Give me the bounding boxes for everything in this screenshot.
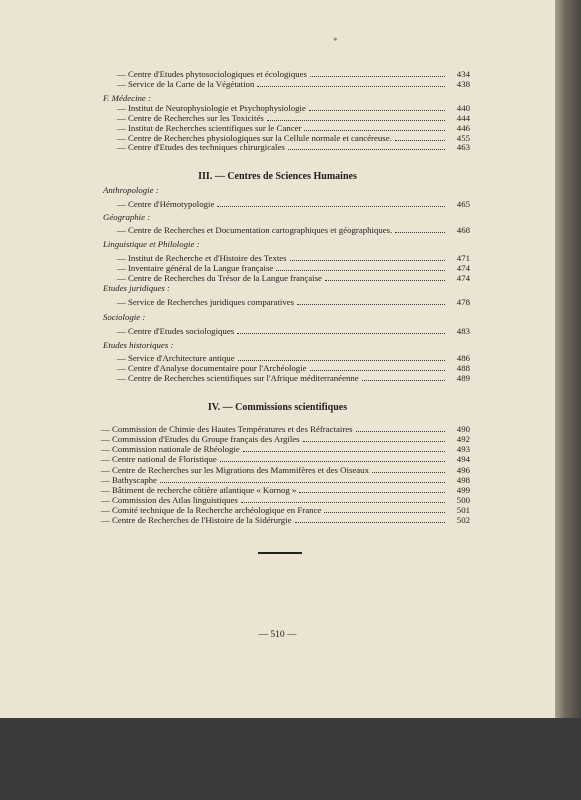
entry-page: 498 bbox=[456, 474, 470, 485]
toc-entry bbox=[117, 123, 470, 133]
toc-entry bbox=[101, 505, 470, 515]
dot-leader bbox=[160, 475, 445, 483]
dot-leader bbox=[297, 297, 445, 305]
toc-entry bbox=[117, 225, 470, 235]
dot-leader bbox=[325, 273, 445, 281]
entry-title: — Centre de Recherches de l'Histoire de la Sidérurgie bbox=[101, 515, 292, 526]
dot-leader bbox=[267, 113, 445, 121]
toc-entry bbox=[101, 465, 470, 475]
entry-title: — Institut de Recherche et d'Histoire des Textes bbox=[117, 253, 287, 263]
entry-page: 493 bbox=[456, 444, 470, 455]
entry-title: — Centre de Recherches sur les Migrations des Mammifères et des Oiseaux bbox=[101, 464, 369, 475]
toc-entry bbox=[117, 273, 470, 283]
entry-title: — Commission nationale de Rhéologie bbox=[101, 444, 240, 455]
entry-title: — Commission d'Etudes du Groupe français des Argiles bbox=[101, 434, 300, 445]
entry-page: 492 bbox=[456, 434, 470, 445]
toc-entry bbox=[117, 142, 470, 152]
entry-title: — Centre de Recherches du Trésor de la Langue française bbox=[117, 273, 322, 283]
dot-leader bbox=[288, 142, 445, 150]
entry-page: 455 bbox=[456, 133, 470, 143]
entry-title: — Centre d'Analyse documentaire pour l'Archéologie bbox=[117, 363, 307, 373]
entry-page: 474 bbox=[456, 273, 470, 283]
entry-page: 502 bbox=[456, 515, 470, 526]
entry-page: 444 bbox=[456, 113, 470, 123]
entry-title: — Centre d'Etudes phytosociologiques et écologiques bbox=[117, 69, 307, 79]
dot-leader bbox=[395, 133, 445, 141]
entry-title: — Institut de Recherches scientifiques sur le Cancer bbox=[117, 123, 302, 133]
entry-page: 488 bbox=[456, 363, 470, 373]
toc-entry bbox=[117, 297, 470, 307]
dot-leader bbox=[310, 69, 445, 77]
toc-entry bbox=[117, 363, 470, 373]
entry-page: 486 bbox=[456, 353, 470, 363]
category-label: Géographie : bbox=[103, 212, 151, 222]
dot-leader bbox=[257, 79, 445, 87]
toc-entry bbox=[101, 444, 470, 454]
entry-title: — Inventaire général de la Langue française bbox=[117, 263, 274, 273]
dot-leader bbox=[324, 505, 445, 513]
entry-page: 478 bbox=[456, 297, 470, 307]
entry-title: — Service d'Architecture antique bbox=[117, 353, 235, 363]
entry-page: 465 bbox=[456, 199, 470, 209]
dot-leader bbox=[372, 465, 445, 473]
dot-leader bbox=[295, 515, 446, 523]
entry-page: 494 bbox=[456, 454, 470, 465]
toc-entry bbox=[117, 199, 470, 209]
toc-entry bbox=[101, 454, 470, 464]
entry-page: 474 bbox=[456, 263, 470, 273]
section-heading: III. — Centres de Sciences Humaines bbox=[198, 171, 357, 182]
entry-page: 489 bbox=[456, 373, 470, 383]
dot-leader bbox=[395, 225, 445, 233]
dot-leader bbox=[241, 495, 445, 503]
entry-title: — Bathyscaphe bbox=[101, 474, 157, 485]
section-divider bbox=[258, 552, 302, 554]
entry-title: — Comité technique de la Recherche archéologique en France bbox=[101, 505, 322, 516]
dot-leader bbox=[238, 353, 445, 361]
entry-title: — Service de la Carte de la Végétation bbox=[117, 79, 255, 89]
toc-entry bbox=[117, 353, 470, 363]
category-label: Anthropologie : bbox=[103, 185, 159, 195]
dot-leader bbox=[304, 123, 445, 131]
page-number: — 510 — bbox=[258, 630, 297, 640]
entry-page: 468 bbox=[456, 225, 470, 235]
dot-leader bbox=[276, 263, 445, 271]
dot-leader bbox=[243, 444, 445, 452]
dot-leader bbox=[299, 485, 445, 493]
entry-title: — Centre de Recherches scientifiques sur l'Afrique méditerranéenne bbox=[117, 373, 359, 383]
entry-page: 434 bbox=[456, 69, 470, 79]
entry-page: 471 bbox=[456, 253, 470, 263]
dot-leader bbox=[309, 103, 445, 111]
dot-leader bbox=[303, 434, 445, 442]
toc-entry bbox=[117, 69, 470, 79]
ornament: * bbox=[333, 36, 338, 46]
entry-page: 438 bbox=[456, 79, 470, 89]
toc-entry bbox=[117, 113, 470, 123]
category-label: Linguistique et Philologie : bbox=[103, 239, 200, 249]
entry-page: 440 bbox=[456, 103, 470, 113]
entry-title: — Commission des Atlas linguistiques bbox=[101, 495, 238, 506]
entry-title: — Centre national de Floristique bbox=[101, 454, 217, 465]
category-label: Etudes juridiques : bbox=[103, 283, 170, 293]
category-label: Sociologie : bbox=[103, 312, 146, 322]
dot-leader bbox=[356, 424, 445, 432]
category-label: F. Médecine : bbox=[103, 93, 151, 103]
entry-title: — Commission de Chimie des Hautes Températures et des Réfractaires bbox=[101, 424, 353, 434]
dot-leader bbox=[220, 454, 445, 462]
entry-page: 463 bbox=[456, 142, 470, 152]
toc-entry bbox=[101, 424, 470, 434]
dot-leader bbox=[217, 199, 445, 207]
toc-entry bbox=[117, 263, 470, 273]
toc-entry bbox=[117, 373, 470, 383]
toc-entry bbox=[101, 475, 470, 485]
dot-leader bbox=[362, 373, 445, 381]
toc-entry bbox=[117, 79, 470, 89]
entry-title: — Institut de Neurophysiologie et Psychophysiologie bbox=[117, 103, 306, 113]
entry-title: — Centre d'Etudes des techniques chirurgicales bbox=[117, 142, 285, 152]
dot-leader bbox=[310, 363, 445, 371]
entry-title: — Centre de Recherches physiologiques sur la Cellule normale et cancéreuse. bbox=[117, 133, 392, 143]
toc-entry bbox=[101, 434, 470, 444]
entry-page: 499 bbox=[456, 484, 470, 495]
toc-entry bbox=[101, 515, 470, 525]
entry-title: — Centre d'Hémotypologie bbox=[117, 199, 215, 209]
entry-page: 496 bbox=[456, 464, 470, 475]
dot-leader bbox=[237, 326, 445, 334]
toc-entry bbox=[101, 495, 470, 505]
dot-leader bbox=[290, 253, 445, 261]
entry-title: — Centre de Recherches et Documentation cartographiques et géographiques. bbox=[117, 225, 393, 235]
toc-entry bbox=[101, 485, 470, 495]
toc-entry bbox=[117, 103, 470, 113]
scanner-background bbox=[0, 718, 581, 800]
page-edge bbox=[555, 0, 581, 718]
entry-page: 483 bbox=[456, 326, 470, 336]
category-label: Etudes historiques : bbox=[103, 340, 174, 350]
entry-page: 446 bbox=[456, 123, 470, 133]
entry-page: 490 bbox=[456, 424, 470, 434]
entry-title: — Centre d'Etudes sociologiques bbox=[117, 326, 235, 336]
section-heading: IV. — Commissions scientifiques bbox=[207, 402, 348, 413]
entry-title: — Bâtiment de recherche côtière atlantique « Kornog » bbox=[101, 484, 297, 495]
entry-page: 500 bbox=[456, 495, 470, 506]
toc-entry bbox=[117, 326, 470, 336]
entry-page: 501 bbox=[456, 505, 470, 516]
toc-entry bbox=[117, 253, 470, 263]
entry-title: — Service de Recherches juridiques comparatives bbox=[117, 297, 295, 307]
entry-title: — Centre de Recherches sur les Toxicités bbox=[117, 113, 264, 123]
